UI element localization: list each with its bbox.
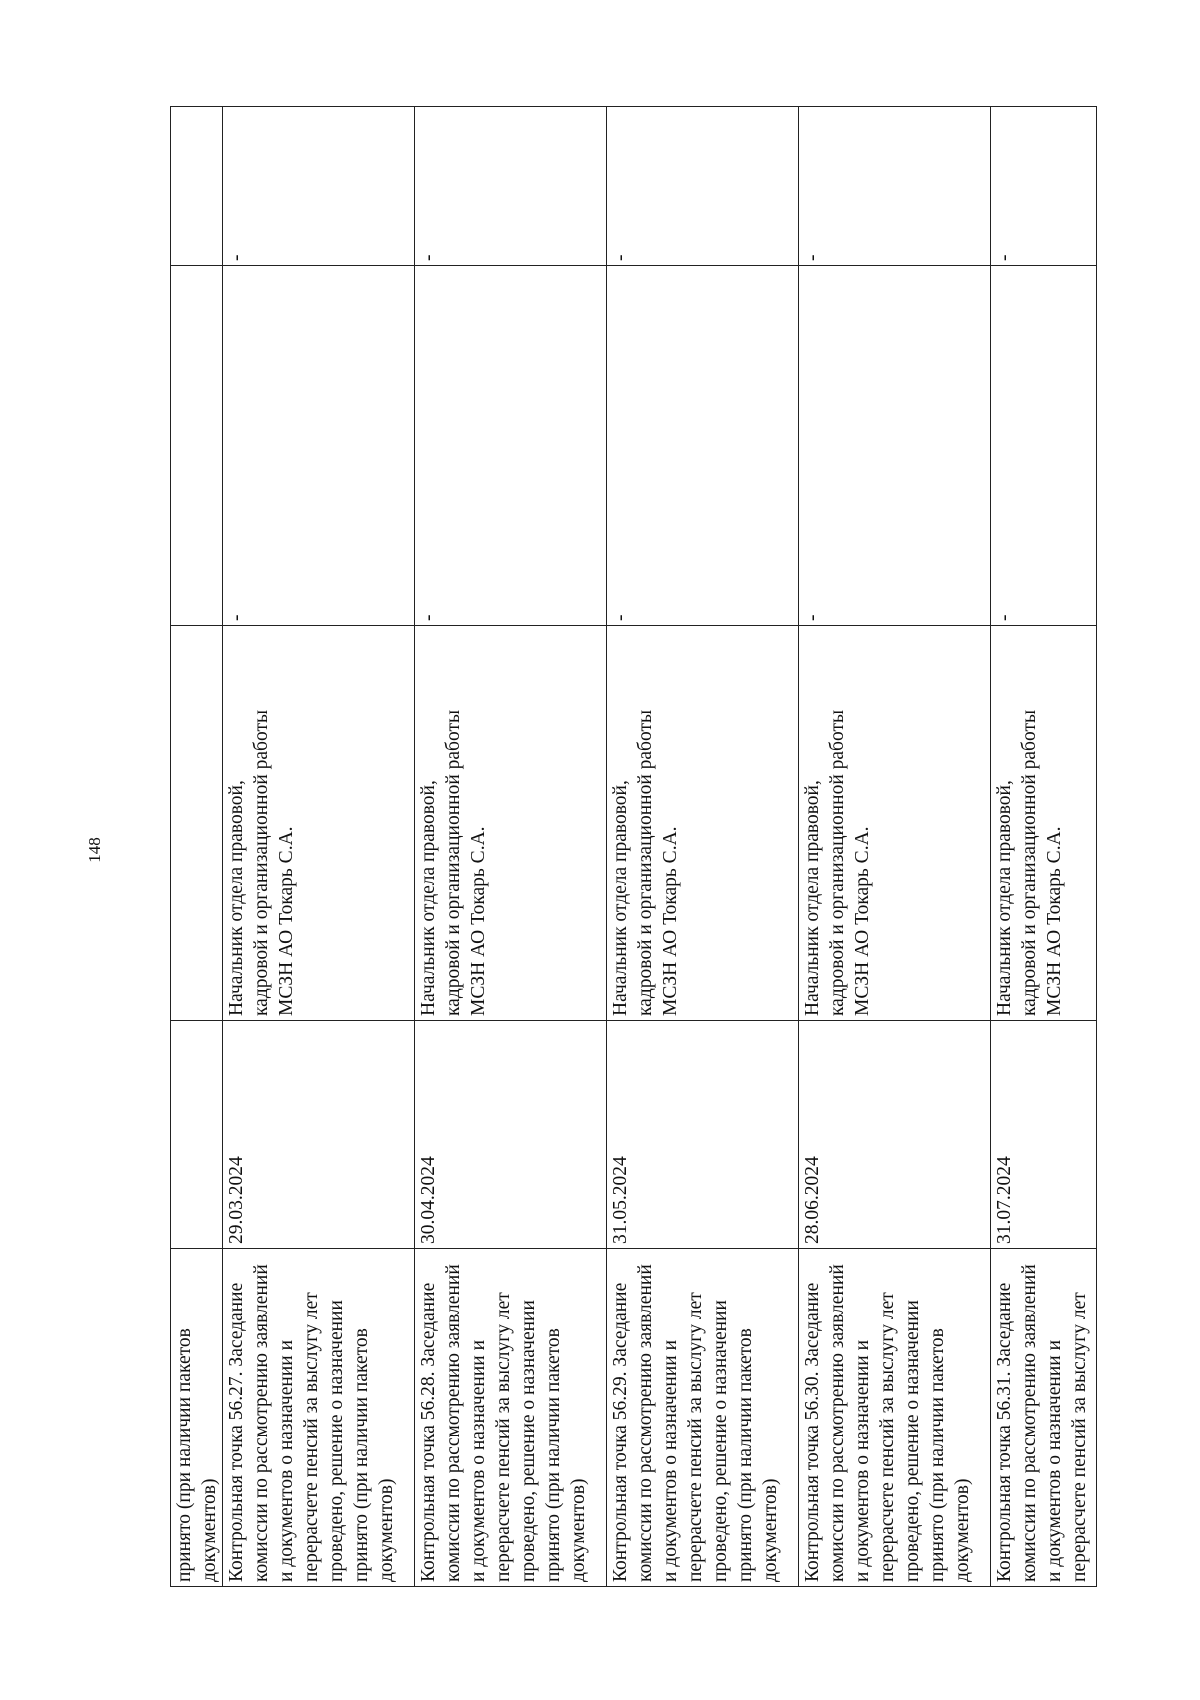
date-text: 29.03.2024 <box>226 1156 247 1244</box>
event-cell <box>223 1249 415 1587</box>
page-number: 148 <box>85 837 104 863</box>
date-cell <box>607 1021 799 1249</box>
date-text: 31.07.2024 <box>994 1156 1015 1244</box>
event-cell <box>991 1249 1097 1587</box>
responsible-cell <box>607 626 799 1021</box>
event-text: Контрольная точка 56.31. Заседание комиссии по рассмотрению заявлений и документов о назначении и перерасчете пенсий за выслугу лет <box>994 1264 1090 1582</box>
event-cell <box>171 1249 223 1587</box>
col4-cell <box>799 266 991 626</box>
responsible-cell <box>991 626 1097 1021</box>
responsible-text: Начальник отдела правовой, кадровой и организационной работы МСЗН АО Токарь С.А. <box>418 709 489 1016</box>
responsible-text: Начальник отдела правовой, кадровой и организационной работы МСЗН АО Токарь С.А. <box>994 709 1065 1016</box>
event-text: Контрольная точка 56.29. Заседание комиссии по рассмотрению заявлений и документов о назначении и перерасчете пенсий за выслугу лет проведено, решение о назначении принято (при наличии пакетов документов) <box>610 1264 781 1582</box>
responsible-cell <box>799 626 991 1021</box>
event-cell <box>607 1249 799 1587</box>
control-points-table <box>170 106 1097 1587</box>
col4-cell <box>991 266 1097 626</box>
dash-text: - <box>418 614 439 621</box>
table-row <box>607 107 799 1587</box>
col5-cell <box>171 107 223 266</box>
responsible-text: Начальник отдела правовой, кадровой и организационной работы МСЗН АО Токарь С.А. <box>802 709 873 1016</box>
date-cell <box>171 1021 223 1249</box>
dash-text: - <box>802 614 823 621</box>
col4-cell <box>415 266 607 626</box>
date-cell <box>223 1021 415 1249</box>
col5-cell <box>607 107 799 266</box>
table-row-continued <box>171 107 223 1587</box>
col5-cell <box>415 107 607 266</box>
event-text: принято (при наличии пакетов документов) <box>174 1328 220 1582</box>
col5-cell <box>799 107 991 266</box>
responsible-text: Начальник отдела правовой, кадровой и организационной работы МСЗН АО Токарь С.А. <box>226 709 297 1016</box>
table-row <box>223 107 415 1587</box>
date-text: 30.04.2024 <box>418 1156 439 1244</box>
dash-text: - <box>226 254 247 261</box>
dash-text: - <box>994 254 1015 261</box>
dash-text: - <box>610 614 631 621</box>
date-text: 31.05.2024 <box>610 1156 631 1244</box>
date-cell <box>799 1021 991 1249</box>
rotated-page-content <box>170 107 1090 1587</box>
event-text: Контрольная точка 56.30. Заседание комиссии по рассмотрению заявлений и документов о назначении и перерасчете пенсий за выслугу лет проведено, решение о назначении принято (при наличии пакетов документов) <box>802 1264 973 1582</box>
event-cell <box>415 1249 607 1587</box>
table-row <box>991 107 1097 1587</box>
event-cell <box>799 1249 991 1587</box>
date-cell <box>991 1021 1097 1249</box>
event-text: Контрольная точка 56.27. Заседание комиссии по рассмотрению заявлений и документов о назначении и перерасчете пенсий за выслугу лет проведено, решение о назначении принято (при наличии пакетов документов) <box>226 1264 397 1582</box>
responsible-cell <box>223 626 415 1021</box>
responsible-cell <box>171 626 223 1021</box>
col4-cell <box>607 266 799 626</box>
col4-cell <box>171 266 223 626</box>
col5-cell <box>223 107 415 266</box>
col4-cell <box>223 266 415 626</box>
table-row <box>799 107 991 1587</box>
responsible-cell <box>415 626 607 1021</box>
col5-cell <box>991 107 1097 266</box>
responsible-text: Начальник отдела правовой, кадровой и организационной работы МСЗН АО Токарь С.А. <box>610 709 681 1016</box>
table-row <box>415 107 607 1587</box>
date-cell <box>415 1021 607 1249</box>
dash-text: - <box>802 254 823 261</box>
event-text: Контрольная точка 56.28. Заседание комиссии по рассмотрению заявлений и документов о назначении и перерасчете пенсий за выслугу лет проведено, решение о назначении принято (при наличии пакетов документов) <box>418 1264 589 1582</box>
dash-text: - <box>994 614 1015 621</box>
dash-text: - <box>610 254 631 261</box>
date-text: 28.06.2024 <box>802 1156 823 1244</box>
dash-text: - <box>226 614 247 621</box>
dash-text: - <box>418 254 439 261</box>
